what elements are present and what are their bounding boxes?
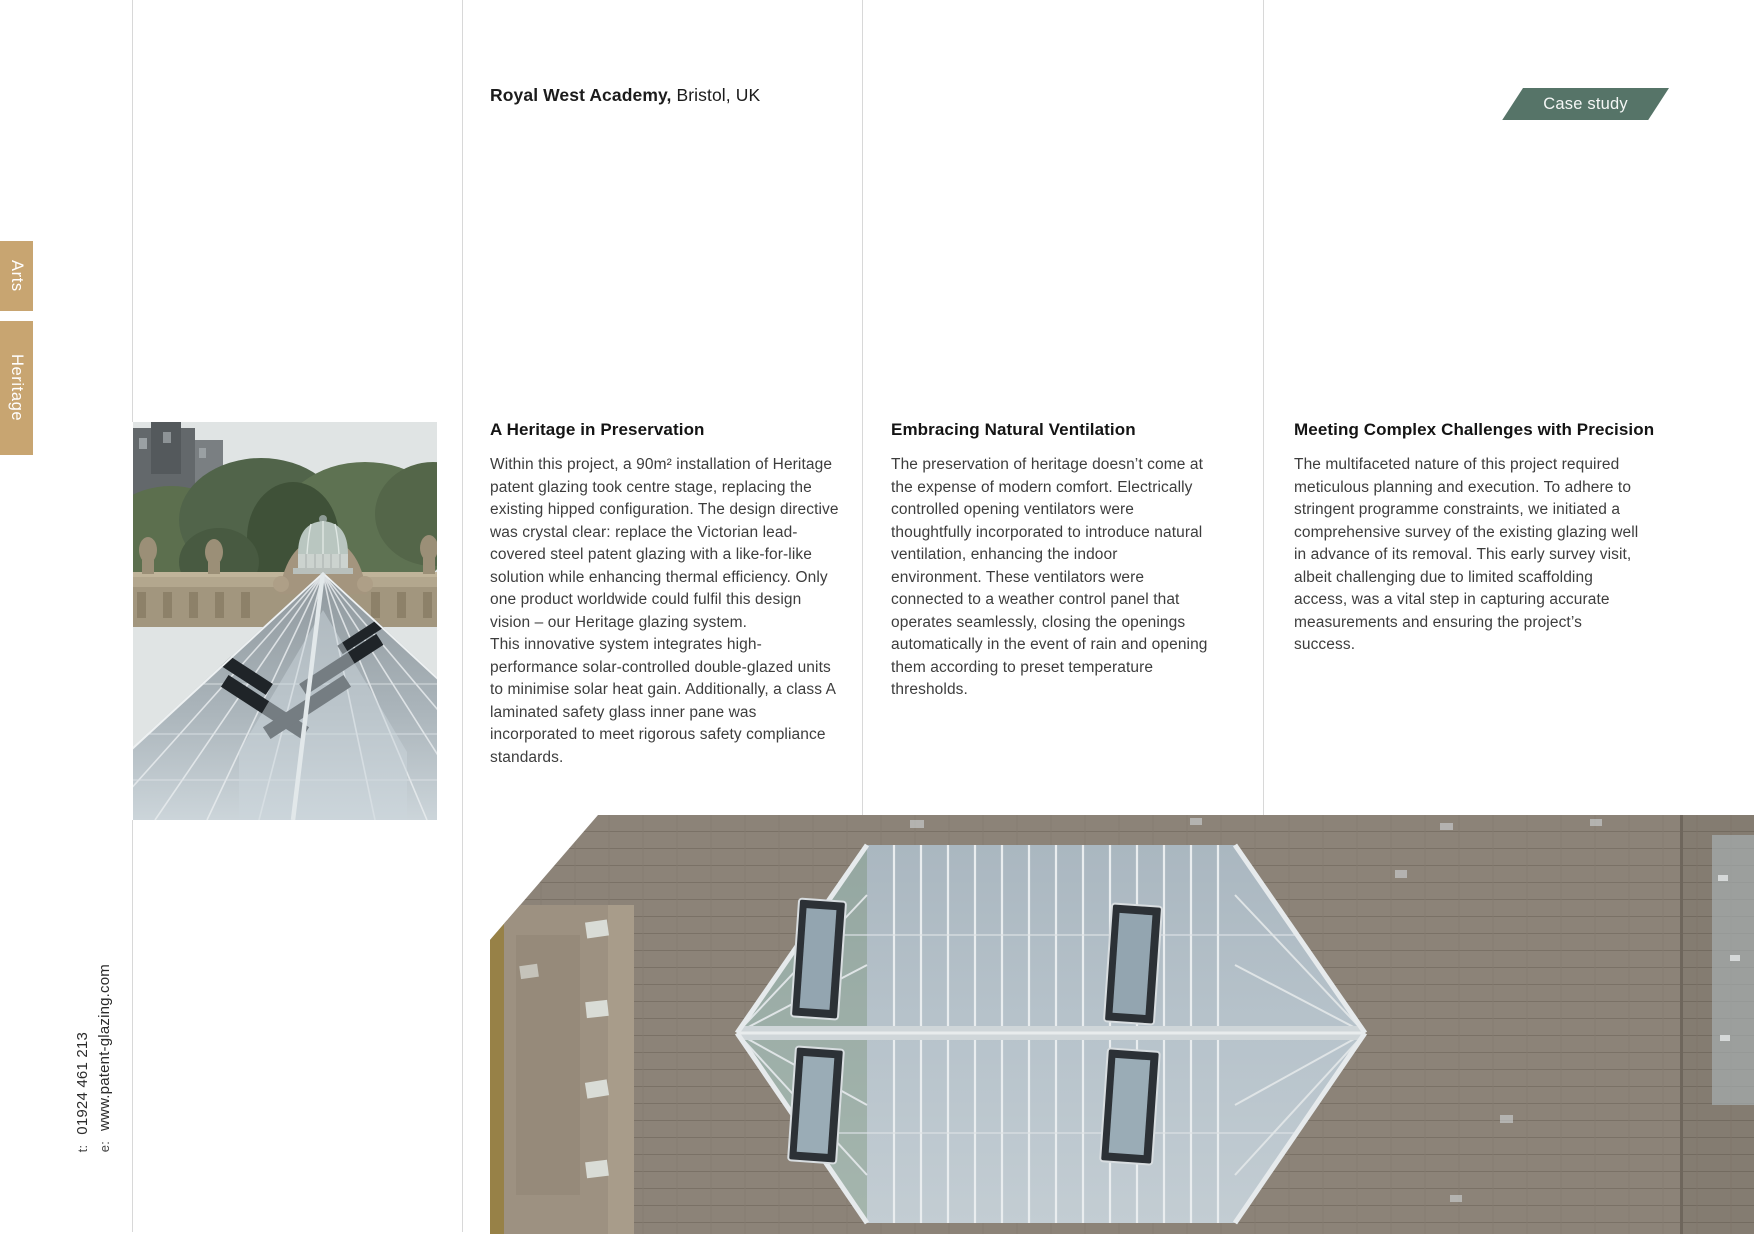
contact-phone (74, 1032, 91, 1152)
column-heading: Meeting Complex Challenges with Precision (1294, 420, 1655, 439)
project-name: Royal West Academy, (490, 85, 672, 105)
column-heritage-preservation (490, 420, 840, 769)
column-complex-challenges (1294, 420, 1655, 657)
column-heading: A Heritage in Preservation (490, 420, 705, 439)
column-natural-ventilation (891, 420, 1211, 702)
page-title (490, 85, 760, 106)
skylight-dome-photo-art (133, 422, 437, 820)
column-paragraph: The multifaceted nature of this project required meticulous planning and execution. To adhere to stringent programme constraints, we initiated a comprehensive survey of the existing glazing well in advance of its removal. This early survey visit, albeit challenging due to limited scaffolding access, was a vital step in capturing accurate measurements and ensuring the project’s success. (1294, 456, 1639, 653)
contact-web-url: www.patent-glazing.com (96, 963, 113, 1131)
contact-phone-number: 01924 461 213 (74, 1031, 91, 1135)
divider-1-bottom (132, 820, 133, 1232)
contact-web-label: e: (97, 1140, 112, 1152)
contact-block (74, 964, 113, 1152)
divider-4 (1263, 0, 1264, 815)
case-study-badge (1502, 88, 1669, 120)
side-tab-arts-label: Arts (8, 260, 26, 292)
project-location: Bristol, UK (671, 85, 761, 105)
skylight-dome-photo (133, 422, 437, 820)
divider-1-top (132, 0, 133, 422)
aerial-roof-photo (490, 815, 1754, 1234)
side-tab-heritage (0, 321, 33, 455)
contact-phone-label: t: (75, 1144, 90, 1152)
aerial-roof-photo-art (490, 815, 1754, 1234)
contact-website (96, 964, 113, 1152)
column-heading: Embracing Natural Ventilation (891, 420, 1136, 439)
case-study-badge-label: Case study (1543, 94, 1628, 113)
column-paragraph: Within this project, a 90m² installation of Heritage patent glazing took centre stage, replacing the existing hipped configuration. The design directive was crystal clear: replace the Victorian lead-covered steel patent glazing with a like-for-like solution while enhancing thermal efficiency. Only one product worldwide could fulfil this design vision – our Heritage glazing system. (490, 456, 839, 631)
side-tab-heritage-label: Heritage (8, 354, 26, 422)
column-paragraph: This innovative system integrates high-performance solar-controlled double-glazed units to minimise solar heat gain. Additionally, a class A laminated safety glass inner pane was incorporated to meet rigorous safety compliance standards. (490, 636, 836, 766)
divider-3 (862, 0, 863, 815)
side-tab-arts (0, 241, 33, 311)
divider-2 (462, 0, 463, 1232)
column-paragraph: The preservation of heritage doesn’t come at the expense of modern comfort. Electrically controlled opening ventilators were thoughtfully incorporated to introduce natural ventilation, enhancing the indoor environment. These ventilators were connected to a weather control panel that operates seamlessly, closing the openings automatically in the event of rain and opening them according to preset temperature thresholds. (891, 456, 1208, 698)
